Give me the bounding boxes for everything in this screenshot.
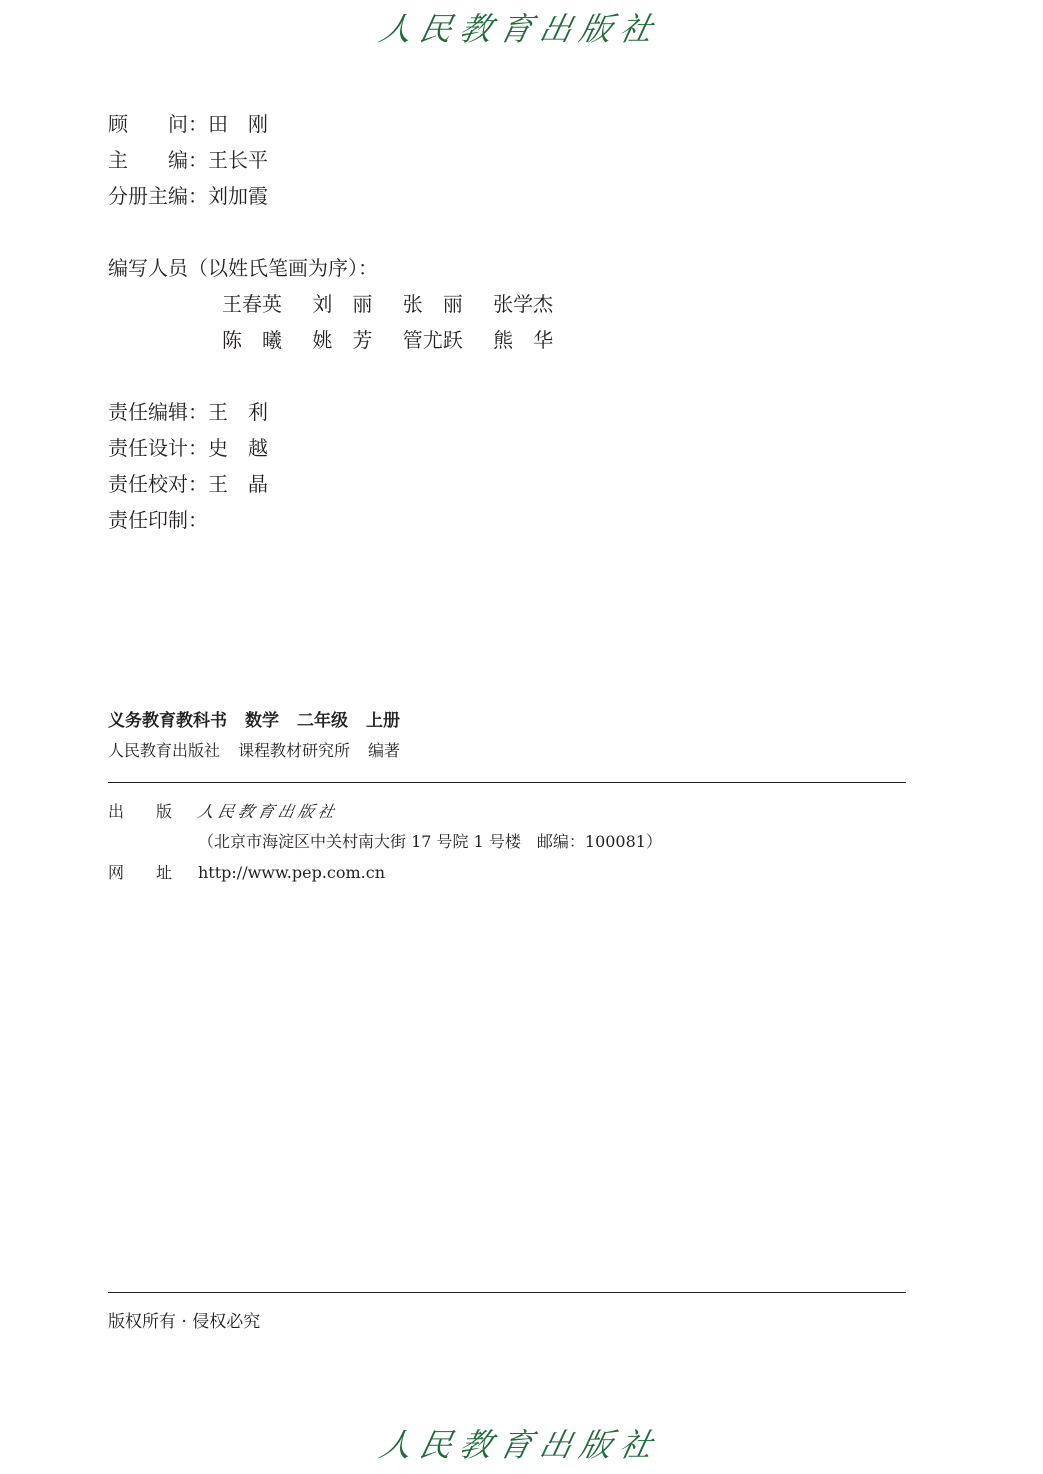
author-dept: 课程教材研究所: [238, 741, 351, 760]
author-role: 编著: [368, 741, 401, 760]
book-grade: 二年级: [297, 711, 348, 731]
book-subject: 数学: [245, 711, 279, 731]
resp-proofread-label: 责任校对：: [108, 472, 208, 496]
book-author: [108, 738, 418, 764]
divider-top: [108, 782, 906, 783]
resp-proofread-name: 王 晶: [208, 472, 268, 496]
resp-editor-label: 责任编辑：: [108, 400, 208, 424]
resp-editor-name: 王 利: [208, 400, 268, 424]
resp-editor-row: [108, 398, 268, 426]
writers-label: 编写人员（以姓氏笔画为序）：: [108, 256, 378, 280]
book-series: 义务教育教科书: [108, 711, 227, 731]
web-label: 网 址: [108, 863, 173, 882]
publisher-logo-small: 人民教育出版社: [196, 802, 341, 821]
advisor-name: 田 刚: [208, 112, 268, 136]
writers-row-1: [222, 290, 553, 318]
writer-name: 张学杰: [493, 292, 554, 316]
resp-proofread-row: [108, 470, 268, 498]
publish-label: 出 版: [108, 802, 173, 821]
writers-row-2: [222, 326, 553, 354]
copyright-notice: 版权所有 · 侵权必究: [108, 1312, 261, 1332]
book-volume: 上册: [366, 711, 400, 731]
chief-editor-label: 主 编：: [108, 148, 208, 172]
website-link[interactable]: http://www.pep.com.cn: [198, 863, 386, 882]
publisher-logo-bottom: 人民教育出版社: [375, 1426, 665, 1464]
writer-name: 熊 华: [493, 328, 554, 352]
writer-name: 王春英: [222, 292, 282, 316]
resp-design-name: 史 越: [208, 436, 268, 460]
chief-editor-name: 王长平: [208, 148, 268, 172]
resp-print-label: 责任印制：: [108, 508, 208, 532]
advisor-label: 顾 问：: [108, 112, 208, 136]
advisor-row: [108, 110, 268, 138]
writer-name: 陈 曦: [222, 328, 282, 352]
volume-editor-label: 分册主编：: [108, 184, 208, 208]
chief-editor-row: [108, 146, 268, 174]
writer-name: 张 丽: [402, 292, 463, 316]
writer-name: 管尤跃: [402, 328, 463, 352]
resp-design-label: 责任设计：: [108, 436, 208, 460]
resp-design-row: [108, 434, 268, 462]
writer-name: 刘 丽: [312, 292, 373, 316]
author-org: 人民教育出版社: [108, 741, 221, 760]
book-title: [108, 708, 418, 734]
resp-print-row: [108, 506, 208, 534]
writer-name: 姚 芳: [312, 328, 373, 352]
publisher-address: （北京市海淀区中关村南大街 17 号院 1 号楼 邮编：100081）: [198, 832, 662, 851]
publisher-logo-top: 人民教育出版社: [375, 10, 665, 48]
volume-editor-name: 刘加霞: [208, 184, 268, 208]
volume-editor-row: [108, 182, 268, 210]
divider-bottom: [108, 1292, 906, 1293]
